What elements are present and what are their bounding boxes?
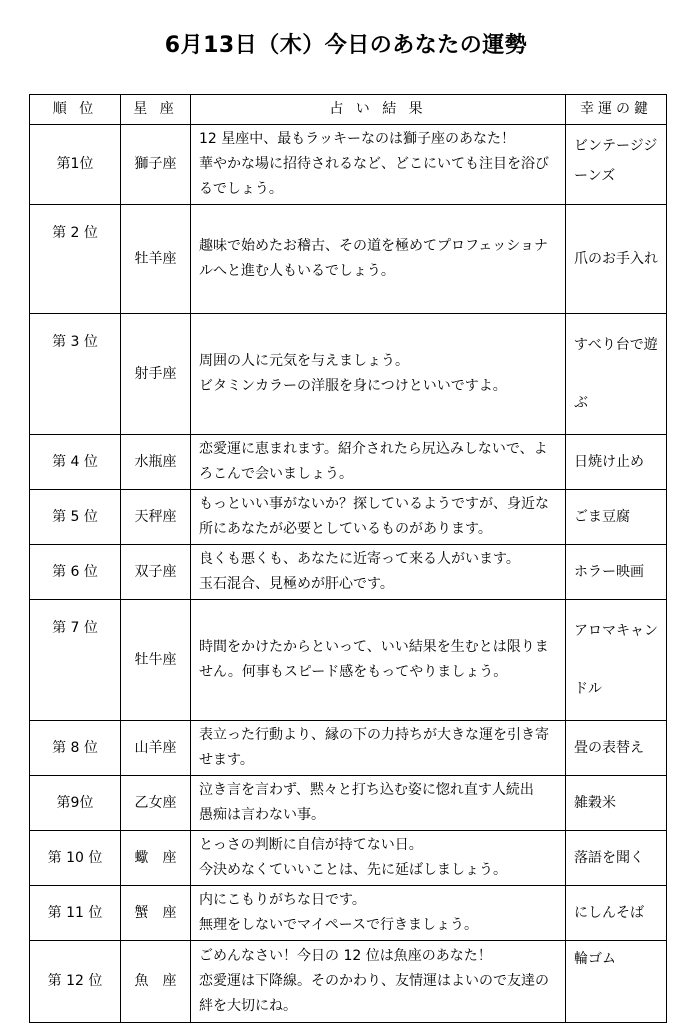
header-result: 占 い 結 果 xyxy=(191,95,566,125)
header-sign: 星 座 xyxy=(121,95,191,125)
table-row xyxy=(30,545,667,600)
sign-cell: 天秤座 xyxy=(121,490,191,545)
lucky-key-cell: にしんそば xyxy=(566,886,667,941)
lucky-key-cell: すべり台で遊ぶ xyxy=(566,314,667,435)
sign-cell: 乙女座 xyxy=(121,776,191,831)
table-row xyxy=(30,941,667,1023)
result-cell: 12 星座中、最もラッキーなのは獅子座のあなた！ 華やかな場に招待されるなど、どこにいても注目を浴びるでしょう。 xyxy=(191,125,566,205)
result-cell: 内にこもりがちな日です。 無理をしないでマイペースで行きましょう。 xyxy=(191,886,566,941)
sign-cell: 山羊座 xyxy=(121,721,191,776)
lucky-key-cell: ビンテージジーンズ xyxy=(566,125,667,205)
sign-cell: 獅子座 xyxy=(121,125,191,205)
result-cell: とっさの判断に自信が持てない日。 今決めなくていいことは、先に延ばしましょう。 xyxy=(191,831,566,886)
rank-cell: 第 12 位 xyxy=(30,941,121,1023)
lucky-key-cell: 雑穀米 xyxy=(566,776,667,831)
table-row xyxy=(30,831,667,886)
lucky-key-cell: アロマキャンドル xyxy=(566,600,667,721)
sign-cell: 魚 座 xyxy=(121,941,191,1023)
rank-cell: 第9位 xyxy=(30,776,121,831)
sign-cell: 射手座 xyxy=(121,314,191,435)
rank-cell: 第 5 位 xyxy=(30,490,121,545)
rank-cell: 第 11 位 xyxy=(30,886,121,941)
table-row xyxy=(30,435,667,490)
sign-cell: 牡羊座 xyxy=(121,205,191,314)
lucky-key-cell: ホラー映画 xyxy=(566,545,667,600)
rank-cell: 第 6 位 xyxy=(30,545,121,600)
result-cell: 泣き言を言わず、黙々と打ち込む姿に惚れ直す人続出 愚痴は言わない事。 xyxy=(191,776,566,831)
rank-cell: 第 2 位 xyxy=(30,205,121,314)
lucky-key-cell: 畳の表替え xyxy=(566,721,667,776)
rank-cell: 第 3 位 xyxy=(30,314,121,435)
result-cell: 周囲の人に元気を与えましょう。 ビタミンカラーの洋服を身につけといいですよ。 xyxy=(191,314,566,435)
table-row xyxy=(30,490,667,545)
sign-cell: 蟹 座 xyxy=(121,886,191,941)
sign-cell: 蠍 座 xyxy=(121,831,191,886)
result-cell: 表立った行動より、縁の下の力持ちが大きな運を引き寄せます。 xyxy=(191,721,566,776)
sign-cell: 牡牛座 xyxy=(121,600,191,721)
lucky-key-cell: 日焼け止め xyxy=(566,435,667,490)
sign-cell: 双子座 xyxy=(121,545,191,600)
header-rank: 順 位 xyxy=(30,95,121,125)
rank-cell: 第1位 xyxy=(30,125,121,205)
table-row xyxy=(30,314,667,435)
result-cell: 良くも悪くも、あなたに近寄って来る人がいます。 玉石混合、見極めが肝心です。 xyxy=(191,545,566,600)
rank-cell: 第 7 位 xyxy=(30,600,121,721)
lucky-key-cell: 輪ゴム xyxy=(566,941,667,1023)
result-cell: ごめんなさい！今日の 12 位は魚座のあなた！ 恋愛運は下降線。そのかわり、友情運はよいので友達の絆を大切にね。 xyxy=(191,941,566,1023)
table-row xyxy=(30,600,667,721)
header-key: 幸運の鍵 xyxy=(566,95,667,125)
table-row xyxy=(30,205,667,314)
sign-cell: 水瓶座 xyxy=(121,435,191,490)
rank-cell: 第 10 位 xyxy=(30,831,121,886)
rank-cell: 第 4 位 xyxy=(30,435,121,490)
rank-cell: 第 8 位 xyxy=(30,721,121,776)
table-row xyxy=(30,721,667,776)
page-title: 6月13日（木）今日のあなたの運勢 xyxy=(164,33,528,58)
lucky-key-cell: 落語を聞く xyxy=(566,831,667,886)
table-row xyxy=(30,886,667,941)
table-row xyxy=(30,776,667,831)
result-cell: 趣味で始めたお稽古、その道を極めてプロフェッショナルへと進む人もいるでしょう。 xyxy=(191,205,566,314)
table-header-row xyxy=(30,95,667,125)
table-row xyxy=(30,125,667,205)
lucky-key-cell: 爪のお手入れ xyxy=(566,205,667,314)
fortune-table xyxy=(29,94,667,1023)
lucky-key-cell: ごま豆腐 xyxy=(566,490,667,545)
result-cell: 恋愛運に恵まれます。紹介されたら尻込みしないで、よろこんで会いましょう。 xyxy=(191,435,566,490)
result-cell: もっといい事がないか？探しているようですが、身近な所にあなたが必要としているものがあります。 xyxy=(191,490,566,545)
result-cell: 時間をかけたからといって、いい結果を生むとは限りません。何事もスピード感をもってやりましょう。 xyxy=(191,600,566,721)
